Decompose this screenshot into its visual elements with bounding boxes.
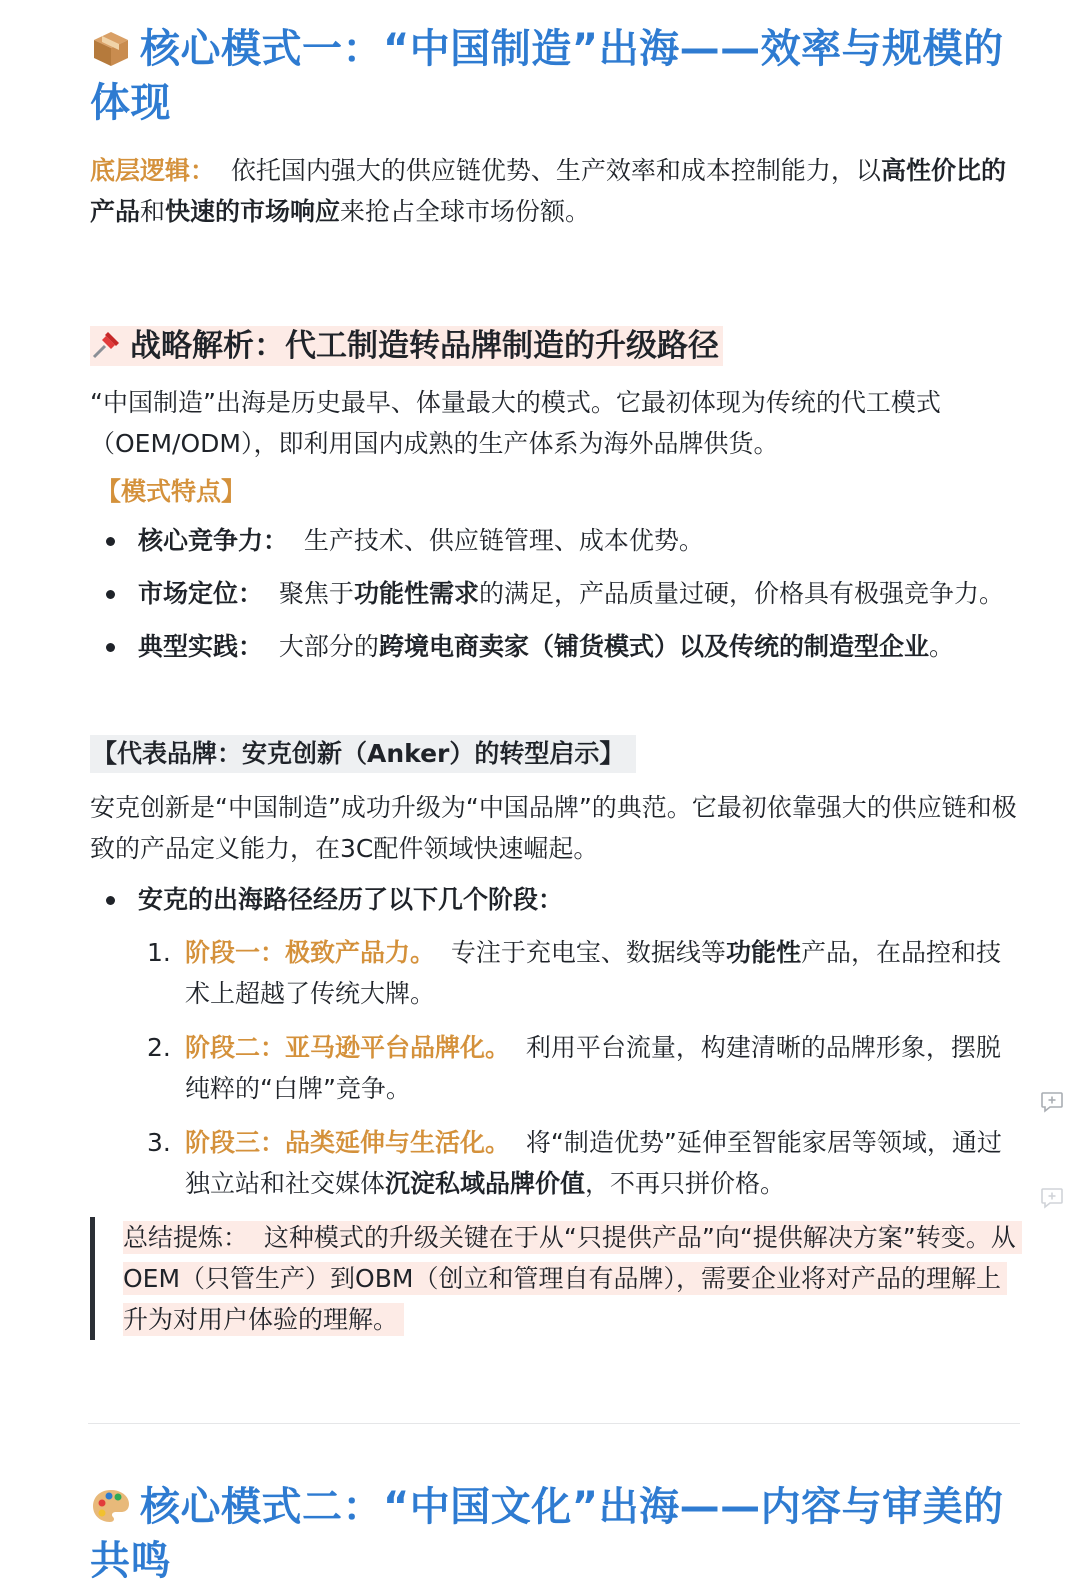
- stage-text: 产品，在品控和技术上超越了传统大牌。: [185, 938, 1001, 1008]
- package-icon: [90, 28, 132, 68]
- summary-text: 这种模式的升级关键在于从“只提供产品”向“提供解决方案”转变。从OEM（只管生产）到OBM（创立和管理自有品牌），需要企业将对产品的理解上升为对用户体验的理解。: [123, 1223, 1016, 1334]
- features-tag: 【模式特点】: [96, 477, 247, 506]
- path-label: 安克的出海路径经历了以下几个阶段：: [138, 885, 564, 914]
- section-divider: [88, 1423, 1020, 1424]
- stage-bold: 功能性: [725, 938, 801, 967]
- features-list: [90, 520, 1020, 667]
- logic-bold: 快速的市场响应: [165, 197, 341, 226]
- stages-list: [90, 932, 1020, 1204]
- feature-label: 典型实践：: [138, 632, 264, 661]
- list-item: [90, 520, 1020, 561]
- stage-text: 专注于充电宝、数据线等: [450, 938, 726, 967]
- logic-bold: 高性价比的产品: [90, 156, 1006, 226]
- strategy-title: 战略解析：代工制造转品牌制造的升级路径: [130, 328, 719, 364]
- feature-text: 大部分的: [278, 632, 379, 661]
- stage-number: 2.: [147, 1033, 171, 1062]
- stage-item: [90, 1122, 1020, 1204]
- feature-label: 核心竞争力：: [138, 526, 289, 555]
- stage-number: 3.: [147, 1128, 171, 1157]
- logic-paragraph: [90, 150, 1020, 232]
- strategy-intro: “中国制造”出海是历史最早、体量最大的模式。它最初体现为传统的代工模式（OEM/ODM），即利用国内成熟的生产体系为海外品牌供货。: [90, 388, 941, 458]
- representative-title: 【代表品牌：安克创新（Anker）的转型启示】: [90, 735, 636, 773]
- stage-name: 阶段二：亚马逊平台品牌化。: [185, 1033, 511, 1062]
- summary-quote: [90, 1217, 1020, 1340]
- stage-item: [90, 932, 1020, 1014]
- feature-bold: 功能性需求: [353, 579, 479, 608]
- section1-heading: [90, 22, 1020, 130]
- feature-text: 。: [928, 632, 954, 661]
- stage-number: 1.: [147, 938, 171, 967]
- feature-text: 的满足，产品质量过硬，价格具有极强竞争力。: [478, 579, 1004, 608]
- stage-bold: 沉淀私域品牌价值: [385, 1169, 586, 1198]
- logic-text: 依托国内强大的供应链优势、生产效率和成本控制能力，以: [230, 156, 881, 185]
- list-item: [90, 879, 1020, 920]
- stage-text: 利用平台流量，构建清晰的品牌形象，摆脱纯粹的“白牌”竞争。: [185, 1033, 1001, 1103]
- feature-label: 市场定位：: [138, 579, 264, 608]
- section2-title: 核心模式二：“中国文化”出海——内容与审美的共鸣: [90, 1484, 1004, 1584]
- logic-text: 和: [140, 197, 166, 226]
- palette-icon: [90, 1486, 132, 1526]
- section2-heading: [90, 1480, 1020, 1588]
- feature-text: 聚焦于: [278, 579, 354, 608]
- stage-name: 阶段三：品类延伸与生活化。: [185, 1128, 511, 1157]
- stage-text: ，不再只拼价格。: [585, 1169, 786, 1198]
- logic-label: 底层逻辑：: [90, 156, 216, 185]
- section1-title: 核心模式一：“中国制造”出海——效率与规模的体现: [90, 26, 1004, 126]
- representative-intro: 安克创新是“中国制造”成功升级为“中国品牌”的典范。它最初依靠强大的供应链和极致的产品定义能力，在3C配件领域快速崛起。: [90, 793, 1017, 863]
- feature-bold: 跨境电商卖家（铺货模式）以及传统的制造型企业: [378, 632, 929, 661]
- list-item: [90, 573, 1020, 614]
- feature-text: 生产技术、供应链管理、成本优势。: [303, 526, 704, 555]
- strategy-heading: [90, 324, 1020, 368]
- stage-item: [90, 1027, 1020, 1109]
- path-list: [90, 879, 1020, 920]
- summary-label: 总结提炼：: [123, 1223, 249, 1252]
- add-comment-icon[interactable]: [1040, 1187, 1064, 1209]
- list-item: [90, 626, 1020, 667]
- logic-text: 来抢占全球市场份额。: [340, 197, 591, 226]
- stage-text: 将“制造优势”延伸至智能家居等领域，通过独立站和社交媒体: [185, 1128, 1002, 1198]
- pushpin-icon: [90, 327, 124, 361]
- add-comment-icon[interactable]: [1040, 1091, 1064, 1113]
- stage-name: 阶段一：极致产品力。: [185, 938, 436, 967]
